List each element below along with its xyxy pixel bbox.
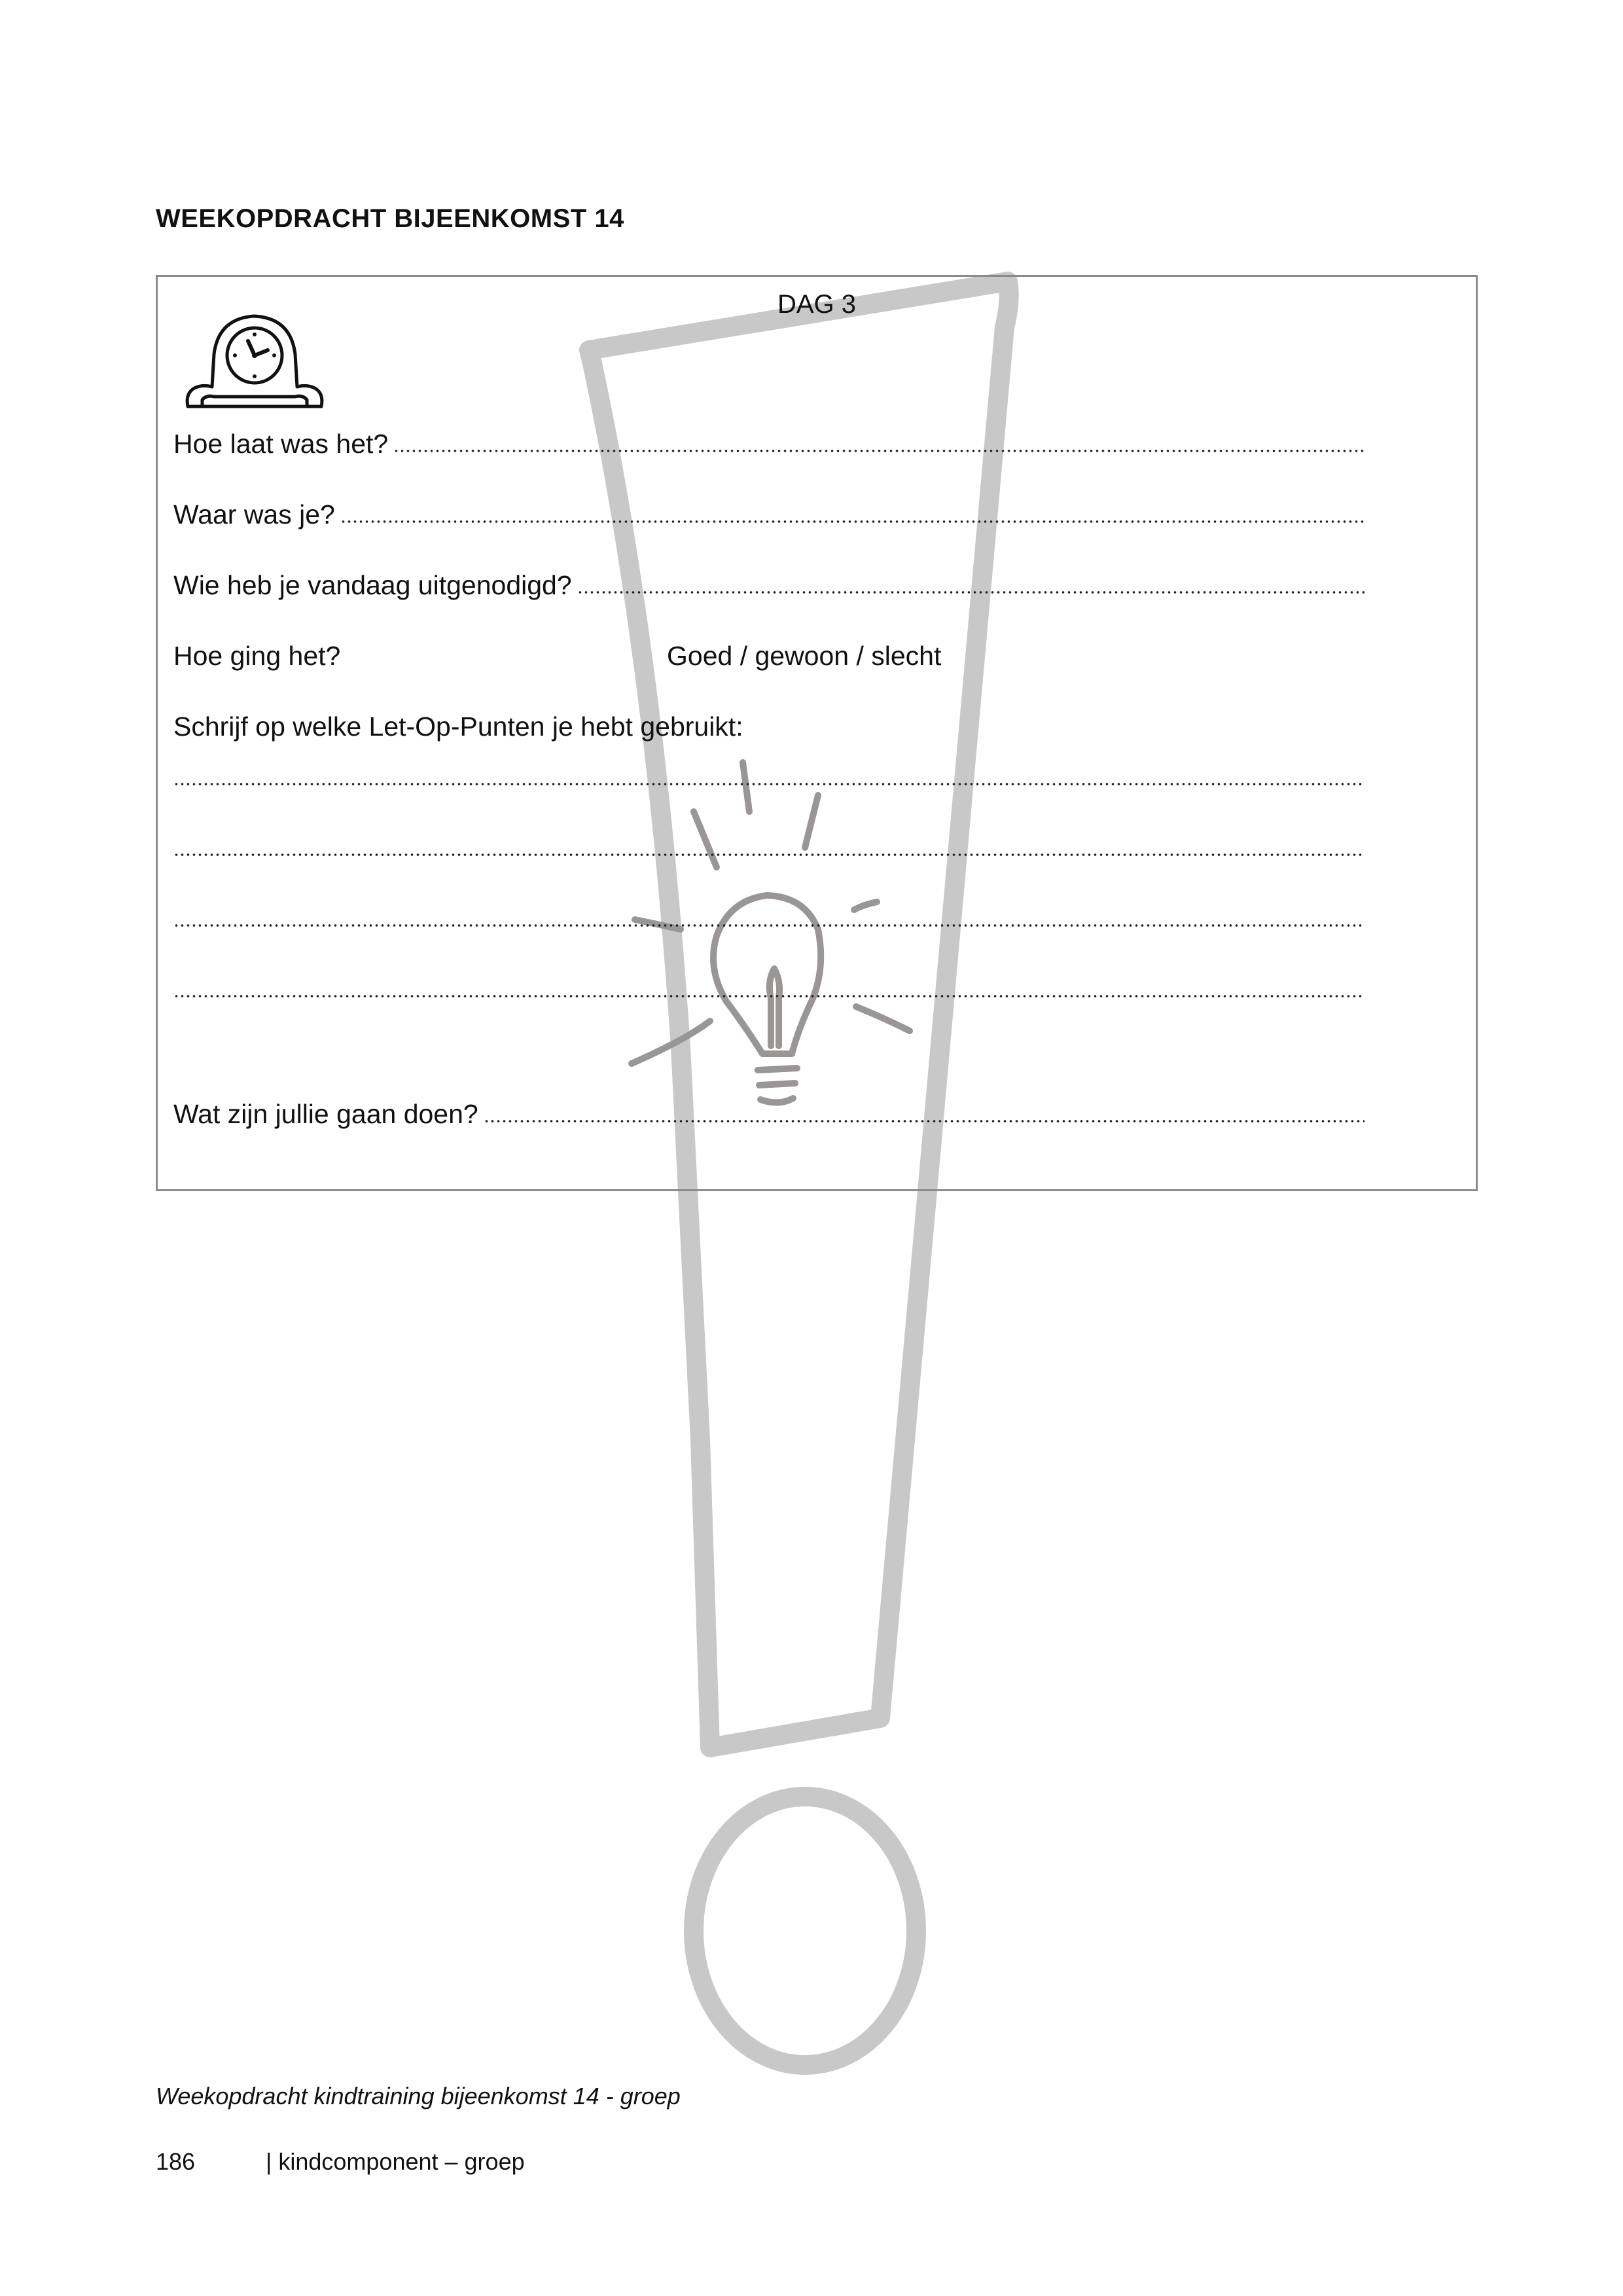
place-answer-line[interactable] — [340, 520, 1364, 524]
invited-question-label: Wie heb je vandaag uitgenodigd? — [173, 570, 572, 600]
how-answer-options[interactable]: Goed / gewoon / slecht — [667, 641, 942, 671]
place-question-label: Waar was je? — [173, 499, 335, 529]
page-number: 186 — [156, 2148, 196, 2175]
invited-answer-line[interactable] — [577, 590, 1364, 594]
clock-icon — [183, 308, 327, 416]
points-question-label: Schrijf op welke Let-Op-Punten je hebt gebruikt: — [173, 711, 743, 742]
assignment-form — [156, 275, 1478, 1191]
points-question — [173, 711, 1364, 742]
points-answer-line-1[interactable] — [173, 782, 1364, 786]
worksheet-heading: WEEKOPDRACHT BIJEENKOMST 14 — [156, 204, 624, 233]
plans-question — [173, 1099, 1364, 1130]
day-title: DAG 3 — [777, 290, 857, 319]
invited-question — [173, 570, 1364, 601]
time-question — [173, 429, 1364, 459]
how-question-label: Hoe ging het? — [173, 641, 341, 671]
time-question-label: Hoe laat was het? — [173, 429, 389, 459]
points-answer-line-3[interactable] — [173, 924, 1364, 927]
time-answer-line[interactable] — [393, 449, 1364, 453]
points-answer-line-2[interactable] — [173, 853, 1364, 857]
footer-section-label: | kindcomponent – groep — [266, 2148, 525, 2175]
points-answer-line-4[interactable] — [173, 994, 1364, 998]
plans-question-label: Wat zijn jullie gaan doen? — [173, 1099, 478, 1129]
caption: Weekopdracht kindtraining bijeenkomst 14 - groep — [156, 2083, 681, 2109]
place-question — [173, 499, 1364, 530]
plans-answer-line[interactable] — [484, 1119, 1364, 1123]
